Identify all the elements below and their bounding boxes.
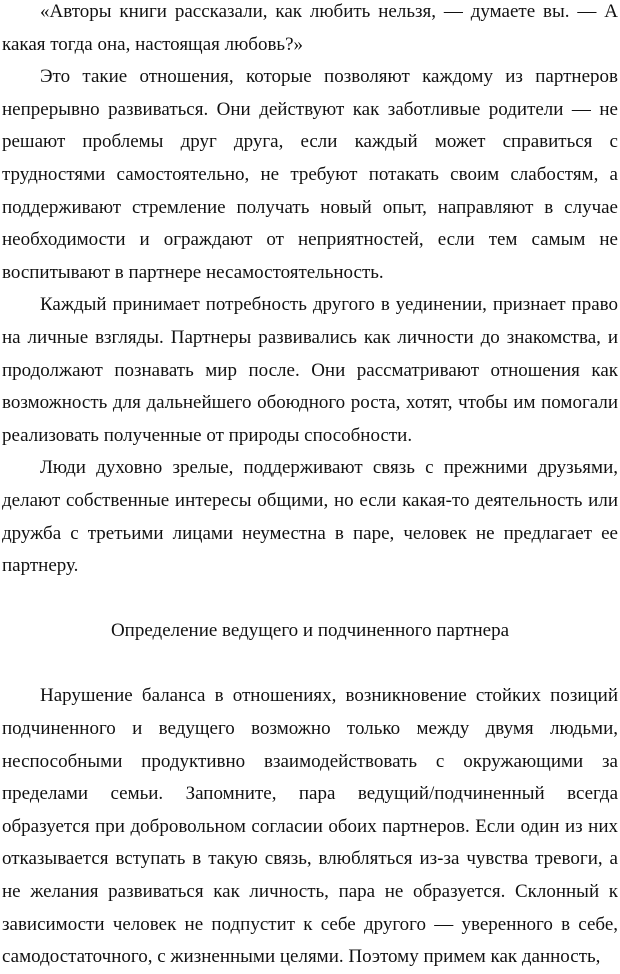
paragraph: Нарушение баланса в отношениях, возникновение стойких позиций подчиненного и ведущего возможно только между двумя людьми, неспособными продуктивно взаимодействовать с окружающими за пределами семьи. Запомните, пара ведущий/подчиненный всегда образуется при добровольном согласии обоих партнеров. Если один из них отказывается вступать в такую связь, влюбляться из-за чувства тревоги, а не желания развиваться как личность, пара не образуется. Склонный к зависимости человек не подпустит к себе другого — уверенного в себе, самодостаточного, с жизненными целями. Поэтому примем как данность, (2, 685, 618, 968)
paragraph: «Авторы книги рассказали, как любить нельзя, — думаете вы. — А какая тогда она, настоящая любовь?» (2, 1, 618, 55)
blank-line (2, 583, 618, 616)
paragraph: Люди духовно зрелые, поддерживают связь с прежними друзьями, делают собственные интересы общими, но если какая-то деятельность или дружба с третьими лицами неуместна в паре, человек не предлагает ее партнеру. (2, 457, 618, 577)
section-heading: Определение ведущего и подчиненного партнера (110, 620, 510, 642)
paragraph: Это такие отношения, которые позволяют каждому из партнеров непрерывно развиваться. Они действуют как заботливые родители — не решают проблемы друг друга, если каждый может справиться с трудностями самостоятельно, не требуют потакать своим слабостям, а поддерживают стремление получать новый опыт, направляют в случае необходимости и ограждают от неприятностей, если тем самым не воспитывают в партнере несамостоятельность. (2, 66, 618, 283)
blank-line (2, 648, 618, 681)
document-body (2, 0, 618, 974)
paragraph: Каждый принимает потребность другого в уединении, признает право на личные взгляды. Партнеры развивались как личности до знакомства, и продолжают познавать мир после. Они рассматривают отношения как возможность для дальнейшего обоюдного роста, хотят, чтобы им помогали реализовать полученные от природы способности. (2, 294, 618, 446)
